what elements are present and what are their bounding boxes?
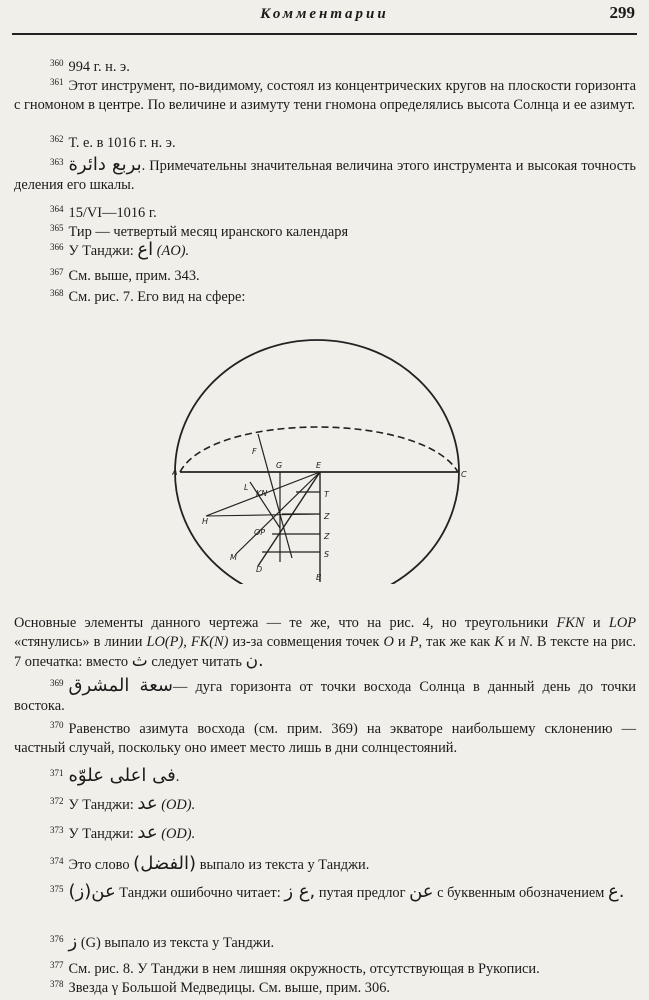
footnote-363 [14,153,636,195]
label-G: G [276,461,283,470]
arabic-text: عد [137,822,158,843]
caption-label-k: K [494,634,504,650]
footnote-366 [14,238,636,261]
footnote-378 [14,975,636,998]
caption-label-fkn: FKN [556,615,585,631]
label-E: E [316,461,322,470]
label-A: A [172,468,178,477]
footnote-370 [14,716,636,758]
footnote-text: путая предлог [318,885,406,901]
label-Z2: Z [324,532,330,541]
footnote-text: У Танджи: [68,826,134,842]
footnote-361 [14,73,636,115]
footnote-number: 371 [50,768,64,778]
footnote-369 [14,674,636,716]
caption-text: и [507,634,516,650]
footnote-text: 15/VI—1016 г. [68,205,157,221]
footnote-number: 377 [50,960,64,970]
caption-text: . В тексте на рис. 7 опечатка: вместо [14,634,636,670]
header-title: Комментарии [260,6,389,22]
footnote-text: У Танджи: [68,243,134,259]
arabic-text: عن [409,881,434,902]
latin-label: (OD). [161,826,196,842]
arabic-text: عن(ز) [68,881,116,902]
footnote-text: Этот инструмент, по-видимому, состоял из концентрических кругов на плоскости горизонта с гномоном в центре. По величине и азимуту тени гномона определялись высота Солнца и ее азимут. [14,78,636,113]
footnote-number: 370 [50,720,64,730]
footnote-number: 368 [50,288,64,298]
caption-label-lines: LO(P), FK(N) [146,634,229,650]
label-F: F [252,447,257,456]
footnote-number: 376 [50,934,64,944]
footnote-text: Т. е. в 1016 г. н. э. [68,135,176,151]
label-H: H [202,517,209,526]
arabic-text: اع [137,239,154,260]
label-B: B [316,573,322,582]
header-rule [12,33,637,35]
label-D: D [256,565,263,574]
footnote-text: Равенство азимута восхода (см. прим. 369) на экваторе наибольшему склонению — частный случай, поскольку оно имеет место лишь в дни солнцестояний. [14,721,636,756]
label-C: C [461,470,467,479]
footnote-number: 372 [50,796,64,806]
line-H [206,514,320,516]
footnote-text: См. рис. 7. Его вид на сфере: [68,289,246,305]
footnote-number: 378 [50,979,64,989]
page-number: 299 [609,3,635,22]
footnote-371 [14,764,636,787]
footnote-text: 994 г. н. э. [68,59,130,75]
caption-text: и [397,634,406,650]
arabic-text: بربع دائرة [68,154,142,175]
footnote-text: — дуга горизонта от точки восхода Солнца в данный день до точки востока. [14,679,637,714]
arabic-text: ع. [608,881,625,902]
footnote-375 [14,880,636,903]
figure-caption [14,614,636,672]
footnote-372 [14,792,636,815]
footnote-text: См. рис. 8. У Танджи в нем лишняя окружность, отсутствующая в Рукописи. [68,961,540,977]
caption-label-p: P [409,634,419,650]
footnote-text: . Примечательны значительная величина этого инструмента и высокая точность деления его шкалы. [14,158,636,193]
arabic-text: فى اعلى علوّه [68,765,176,786]
figure-sphere-diagram [172,322,472,584]
footnote-number: 363 [50,157,64,167]
footnote-text: У Танджи: [68,797,134,813]
sphere-diagram [172,322,472,584]
footnote-373 [14,821,636,844]
caption-label-o: O [383,634,394,650]
footnote-number: 361 [50,77,64,87]
footnote-368 [14,284,636,307]
caption-text: и [592,615,601,631]
footnote-number: 362 [50,134,64,144]
footnote-number: 360 [50,58,64,68]
footnote-text: с буквенным обозначением [437,885,605,901]
caption-text: Основные элементы данного чертежа — те же, что на рис. 4, но треугольники [14,615,549,631]
footnote-number: 375 [50,884,64,894]
footnote-376 [14,930,636,953]
arabic-text: (الفضل) [133,853,197,874]
label-L: L [244,483,249,492]
footnote-text: Это слово [68,857,130,873]
label-M: M [230,553,237,562]
arabic-text: ع ز, [284,881,316,902]
label-OP: OP [254,528,266,537]
arabic-text: عد [137,793,158,814]
caption-text: «стянулись» в линии [14,634,143,650]
label-S: S [324,550,330,559]
label-Z1: Z [324,512,330,521]
footnote-number: 364 [50,204,64,214]
footnote-number: 369 [50,678,64,688]
caption-text: из-за совмещения точек [232,634,380,650]
arabic-text: سعة المشرق [68,675,173,696]
footnote-number: 367 [50,267,64,277]
footnote-text: Танджи ошибочно читает: [119,885,281,901]
arabic-text: ز [68,931,78,952]
latin-label: (OD). [161,797,196,813]
caption-label-n: N [519,634,530,650]
footnote-text: Звезда γ Большой Медведицы. См. выше, прим. 306. [68,980,390,996]
footnote-number: 374 [50,856,64,866]
footnote-text: выпало из текста у Танджи. [199,857,370,873]
caption-label-lop: LOP [608,615,636,631]
footnote-text: См. выше, прим. 343. [68,268,200,284]
latin-label: (AO). [156,243,190,259]
footnote-text: Тир — четвертый месяц иранского календаря [68,224,349,240]
footnote-374 [14,852,636,875]
running-header [12,0,637,36]
footnote-367 [14,263,636,286]
footnote-number: 366 [50,242,64,252]
footnote-362 [14,130,636,153]
label-KN: KN [256,489,268,498]
footnote-text: (G) выпало из текста у Танджи. [80,935,275,951]
line-EM [236,472,320,554]
footnote-number: 365 [50,223,64,233]
footnote-text: . [175,769,180,785]
caption-text: , так же как [418,634,491,650]
footnote-number: 373 [50,825,64,835]
label-T: T [324,490,329,499]
caption-text: следует читать [151,654,242,670]
arabic-text: ن. [245,651,264,671]
arabic-text: ث [131,651,148,671]
